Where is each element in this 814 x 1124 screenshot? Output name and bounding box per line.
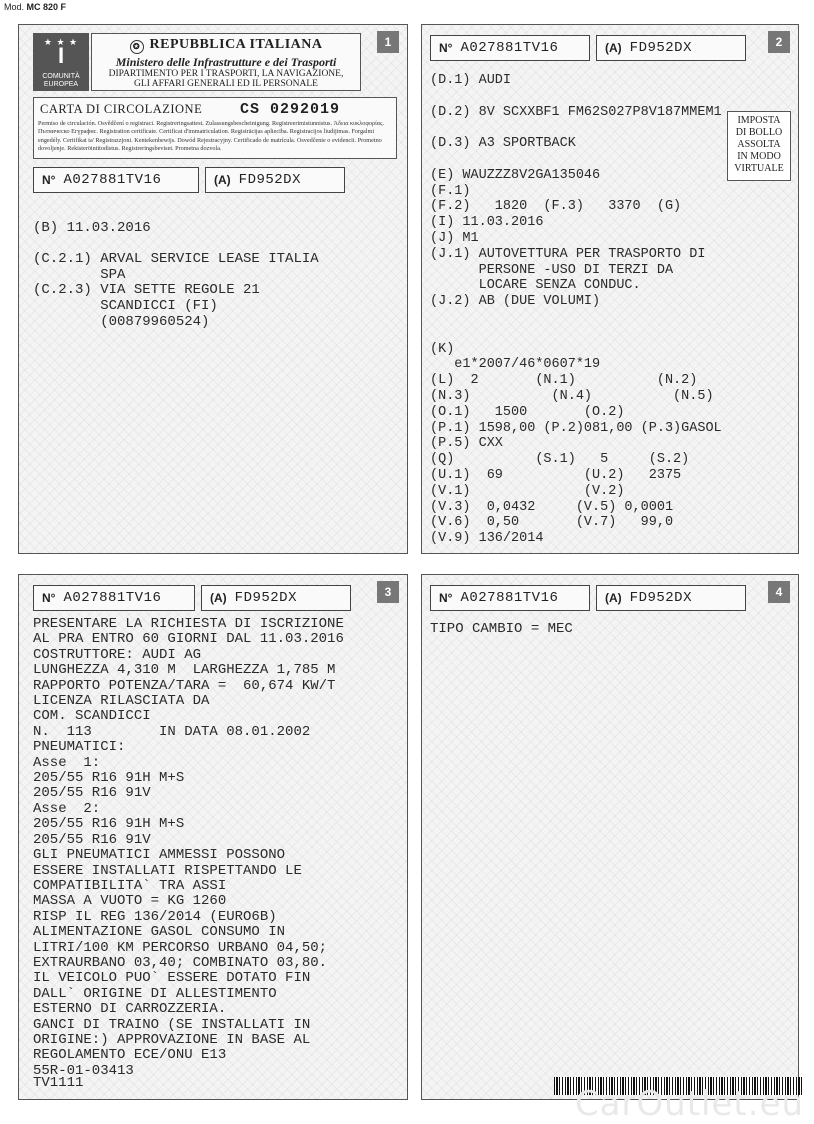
- panel-number: 2: [768, 31, 790, 53]
- panel2-body: (D.1) AUDI (D.2) 8V SCXXBF1 FM62S027P8V187MMEM1 (D.3) A3 SPORTBACK (E) WAUZZZ8V2GA135046 (F.1) (F.2) 1820 (F.3) 3370 (G) (I) 11.03.2016 (J) M1 (J.1) AUTOVETTURA PER TRASPORTO DI PERSONE -USO DI TERZI DA LOCARE SENZA CONDUC. (J.2) AB (DUE VOLUMI) (K) e1*2007/46*0607*19 (L) 2 (N.1) (N.2) (N.3) (N.4) (N.5) (O.1) 1500 (O.2) (P.1) 1598,00 (P.2)081,00 (P.3)GASOL (P.5) CXX (Q) (S.1) 5 (S.2) (U.1) 69 (U.2) 2375 (V.1) (V.2) (V.3) 0,0432 (V.5) 0,0001 (V.6) 0,50 (V.7) 99,0 (V.9) 136/2014: [430, 73, 722, 547]
- imposta-bollo-stamp: IMPOSTA DI BOLLO ASSOLTA IN MODO VIRTUALE: [727, 111, 791, 181]
- emblem-icon: ✪: [130, 40, 144, 54]
- panel3-body: PRESENTARE LA RICHIESTA DI ISCRIZIONE AL PRA ENTRO 60 GIORNI DAL 11.03.2016 COSTRUTTORE: AUDI AG LUNGHEZZA 4,310 M LARGHEZZA 1,785 M RAPPORTO POTENZA/TARA = 60,674 KW/T LICENZA RILASCIATA DA COM. SCANDICCI N. 113 IN DATA 08.01.2002 PNEUMATICI: Asse 1: 205/55 R16 91H M+S 205/55 R16 91V Asse 2: 205/55 R16 91H M+S 205/55 R16 91V GLI PNEUMATICI AMMESSI POSSONO ESSERE INSTALLATI RISPETTANDO LE COMPATIBILITA` TRA ASSI MASSA A VUOTO = KG 1260 RISP IL REG 136/2014 (EURO6B) ALIMENTAZIONE GASOL CONSUMO IN LITRI/100 KM PERCORSO URBANO 04,50; EXTRAURBANO 03,40; COMBINATO 03,80. IL VEICOLO PUO` ESSERE DOTATO FIN DALL` ORIGINE DI ALLESTIMENTO ESTERNO DI CARROZZERIA. GANCI DI TRAINO (SE INSTALLATI IN ORIGINE:) APPROVAZIONE IN BASE AL REGOLAMENTO ECE/ONU E13 55R-01-03413: [33, 616, 344, 1079]
- panel-4: [421, 574, 799, 1100]
- panel4-body: TIPO CAMBIO = MEC: [430, 621, 573, 637]
- panel-2: [421, 24, 799, 554]
- n-number-box: N° A027881TV16: [33, 167, 199, 193]
- carta-number: CS 0292019: [240, 101, 341, 118]
- plate-box: (A) FD952DX: [201, 585, 351, 611]
- department-line2: GLI AFFARI GENERALI ED IL PERSONALE: [134, 79, 318, 89]
- eu-flag-icon: ★ ★ ★ I COMUNITÀ EUROPEA: [33, 33, 89, 91]
- eu-label: COMUNITÀ EUROPEA: [42, 73, 80, 88]
- panel-3: [18, 574, 408, 1100]
- plate-box: (A) FD952DX: [596, 585, 746, 611]
- plate-box: (A) FD952DX: [596, 35, 746, 61]
- republic-title: REPUBBLICA ITALIANA: [149, 37, 323, 52]
- panel-1: [18, 24, 408, 554]
- n-number-box: N° A027881TV16: [33, 585, 195, 611]
- ministry-name: Ministero delle Infrastrutture e dei Trasporti: [115, 55, 337, 69]
- n-number-box: N° A027881TV16: [430, 585, 590, 611]
- ministry-header: [91, 33, 361, 91]
- n-number-box: N° A027881TV16: [430, 35, 590, 61]
- panel-number: 3: [377, 581, 399, 603]
- model-code: Mod. MC 820 F: [4, 2, 67, 12]
- panel1-body: (B) 11.03.2016 (C.2.1) ARVAL SERVICE LEASE ITALIA SPA (C.2.3) VIA SETTE REGOLE 21 SCANDICCI (FI) (00879960524): [33, 220, 319, 330]
- panel3-footer: TV1111: [33, 1075, 84, 1091]
- department-line1: DIPARTIMENTO PER I TRASPORTI, LA NAVIGAZIONE,: [108, 69, 344, 79]
- panel-number: 4: [768, 581, 790, 603]
- watermark: CarOutlet.eu: [574, 1084, 804, 1124]
- eu-country-letter: I: [57, 43, 65, 68]
- carta-title: CARTA DI CIRCOLAZIONE: [40, 102, 203, 116]
- panel-number: 1: [377, 31, 399, 53]
- carta-circolazione-box: [33, 97, 397, 159]
- carta-translations: Permiso de circulación. Osvědčení o registraci. Registreringsattest. Zulassungsbescheinigung. Registreerimistunnistus. Άδεια κυκλοφορίας. Пътническо Егүрафнс. Registration certificate. Certificat d'immatriculation. Registrācijas apliecība. Registracijos liudijimas. Forgalmi engedély. Certifikat ta' Registrazzjoni. Kentekenbewijs. Dowód Rejestracyjny. Certificado de matrícula. Osvedčenie o evidencii. Prometno dovoljenje. Rekisteröintitodistus. Registreringsbeviset. Prometna dozvola.: [38, 120, 385, 152]
- plate-box: (A) FD952DX: [205, 167, 345, 193]
